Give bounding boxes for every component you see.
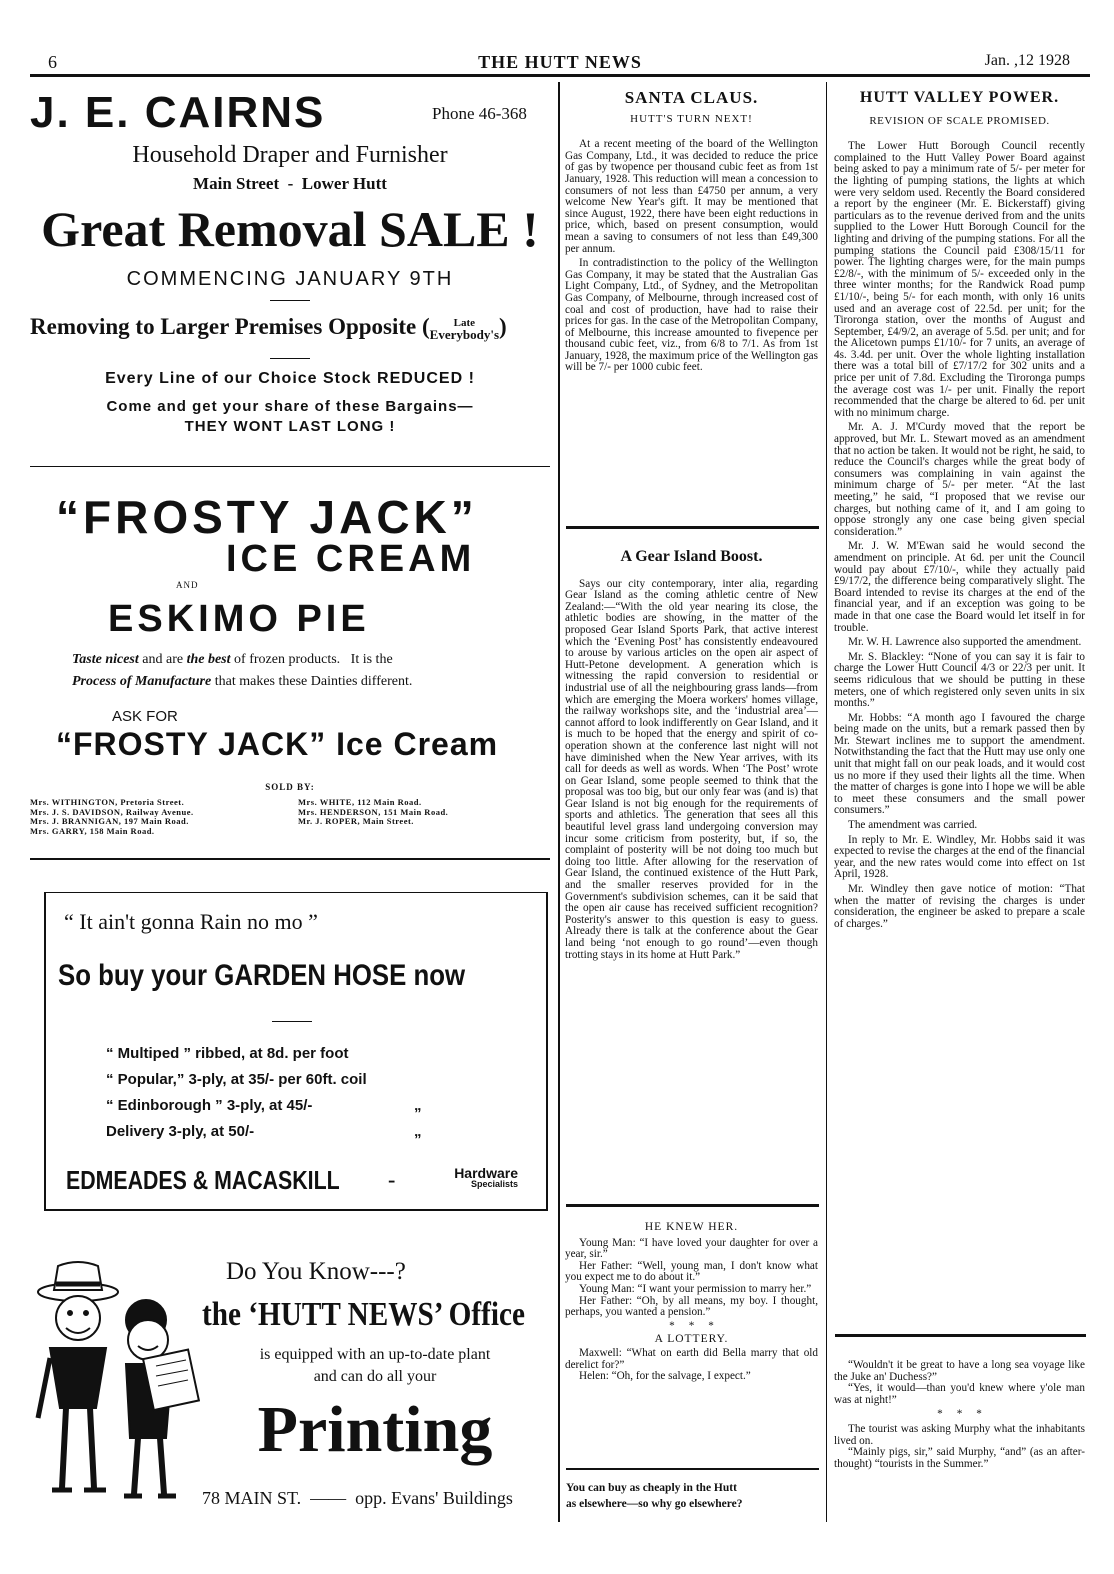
hose-headline: So buy your GARDEN HOSE now xyxy=(58,959,466,992)
article-paragraph: Maxwell: “What on earth did Bella marry that old derelict for?” xyxy=(565,1346,818,1371)
article-title: SANTA CLAUS. xyxy=(624,88,759,107)
page-header xyxy=(30,52,1090,76)
article-paragraph: Helen: “Oh, for the salvage, I expect.” xyxy=(579,1370,751,1383)
hose-item-name: Delivery 3-ply, at 50/- xyxy=(106,1123,255,1140)
cairns-phone: Phone 46-368 xyxy=(432,104,527,123)
late-text: Late xyxy=(453,316,476,329)
article-paragraph: Young Man: “I have loved your daughter for over a year, sir.” xyxy=(565,1236,818,1261)
printing-line-2: and can do all your xyxy=(313,1368,437,1385)
taste-text: and are xyxy=(138,652,187,667)
sale-headline: Great Removal SALE ! xyxy=(41,201,539,257)
the-best: the best xyxy=(186,652,231,667)
divider xyxy=(272,1021,312,1022)
printing-ad xyxy=(30,1240,550,1530)
joke-paragraph: The tourist was asking Murphy what the inhabitants lived on. xyxy=(834,1422,1085,1447)
divider xyxy=(270,300,310,301)
sellers-left xyxy=(30,798,194,836)
specialists-text: Specialists xyxy=(470,1179,518,1189)
seller: Mrs. J. BRANNIGAN, 197 Main Road. xyxy=(30,816,189,826)
article-separator xyxy=(835,1334,1086,1337)
hose-item-list xyxy=(106,1041,526,1145)
frosty-jack-headline: “FROSTY JACK” xyxy=(56,491,478,543)
stars-separator: * * * xyxy=(937,1408,982,1421)
buy-local-notice xyxy=(566,1480,819,1512)
hutt-news-office: the ‘HUTT NEWS’ Office xyxy=(202,1296,525,1333)
seller: Mrs. GARRY, 158 Main Road. xyxy=(30,825,155,836)
issue-date: Jan. ,12 1928 xyxy=(984,52,1070,69)
hose-item xyxy=(106,1067,526,1093)
taste-nicest: Taste nicest xyxy=(72,652,139,667)
article-separator xyxy=(566,1204,819,1207)
article-paragraph: Mr. S. Blackley: “None of you can say it is fair to charge the Lower Hutt Council 4/3 or 22/3 per unit. It seems ridiculous that we should be putting in these meters, one of which registered only seven units in six months.” xyxy=(834,650,1085,710)
article-paragraph: Mr. A. J. M'Curdy moved that the report be approved, but Mr. L. Stewart moved as an amendment that no action be taken. It would not be right, he said, to reduce the Council's charges while the great body of consumers was complaining in vain against the minimum charge of 5/- per meter. “At the last meeting,” he said, “I proposed that we revise our charges, but nothing came of it, and I am going to oppose strongly any one case being given special consideration.” xyxy=(834,421,1085,538)
hardware-text: Hardware xyxy=(454,1165,518,1181)
article-paragraph: Mr. W. H. Lawrence also supported the amendment. xyxy=(848,636,1082,649)
ad-separator xyxy=(30,858,550,860)
seller: Mrs. HENDERSON, 151 Main Road. xyxy=(298,806,449,817)
taste-line-1 xyxy=(72,652,393,668)
santa-claus-article xyxy=(565,88,818,377)
article-separator xyxy=(566,526,819,529)
stars-separator: * * * xyxy=(669,1319,714,1332)
stock-reduced-line: Every Line of our Choice Stock REDUCED ! xyxy=(105,370,475,387)
seller: Mrs. J. S. DAVIDSON, Railway Avenue. xyxy=(30,806,194,817)
sale-commencing: COMMENCING JANUARY 9TH xyxy=(126,268,454,290)
notice-line: as elsewhere—so why go elsewhere? xyxy=(566,1498,743,1510)
article-paragraph: The Lower Hutt Borough Council recently complained to the Hutt Valley Power Board against being asked to pay a minimum rate of 5/- per meter for the lighting of pumping stations, the lights at which were very seldom used. Recently the Board considered a report by the engineer (Mr. E. Bickerstaff) giving particulars as to the revenue derived from and the units supplied to the Lower Hutt Borough Council for the lighting and driving of the pumping stations. For all the pumping stations the Council paid £308/15/11 for power. The lighting charges were, for the main pumps £2/8/-, with the minimum of 5/- exceeded only in the three winter months; for the Randwick Road pump £1/10/-, being 5/- for each month, with only 16 units used and an average cost of 22.5d. per unit; for the Tiroronga station, over the months of August and September, £4/9/2, an average of 5.5d. per unit; and for the Alicetown pumps £1/10/- for 7 units, an average of 4s. 3.4d. per unit. Over the whole lighting installation there was a total bill of £7/17/2 for 302 units and a price per unit of 7.8d. Excluding the Tiroronga pumps the average cost was 1/- per unit. Finally the report recommended that the charge be altered to 6d. per unit with no minimum charge. xyxy=(834,140,1085,419)
process-of-manufacture: Process of Manufacture xyxy=(72,674,212,689)
article-paragraph: Mr. Windley then gave notice of motion: “That when the matter of revising the charges is under consideration, the engineer be asked to prepare a scale of charges.” xyxy=(834,883,1085,930)
joke-paragraph: “Mainly pigs, sir,” said Murphy, “and” (as an after-thought) “tourists in the Summer.” xyxy=(834,1446,1085,1470)
ditto-mark: „ xyxy=(414,1123,422,1140)
article-subtitle: REVISION OF SCALE PROMISED. xyxy=(869,114,1050,127)
article-title: HUTT VALLEY POWER. xyxy=(859,89,1060,106)
ad-separator xyxy=(30,466,550,467)
article-subtitle: HUTT'S TURN NEXT! xyxy=(630,112,753,125)
bargains-line: Come and get your share of these Bargains— xyxy=(106,398,474,415)
article-paragraph: Her Father: “Well, young man, I don't know what you expect me to do about it.” xyxy=(565,1259,818,1284)
firm-name: EDMEADES & MACASKILL xyxy=(66,1165,340,1195)
ice-cream-headline: ICE CREAM xyxy=(226,538,476,580)
man-right xyxy=(124,1300,199,1496)
hose-item xyxy=(106,1119,526,1145)
column-rule-2 xyxy=(826,82,827,1522)
article-title: A LOTTERY. xyxy=(654,1333,729,1346)
article-paragraph: Mr. Hobbs: “A month ago I favoured the charge being made on the units, but a remark passed then by Mr. Stewart inclines me to support the amendment. Notwithstanding the fact that the Hutt may use only one unit that might fall on our peak loads, and it would cost us no more if they used their lights all the time. When the matter of charges is gone into I hope we will be able to meet these consumers and the small power consumers.” xyxy=(834,711,1085,817)
printing-address: 78 MAIN ST. —— opp. Evans' Buildings xyxy=(202,1488,513,1508)
do-you-know: Do You Know---? xyxy=(226,1258,406,1285)
firm-dash: - xyxy=(388,1167,396,1192)
ask-for: ASK FOR xyxy=(112,708,178,725)
cairns-name: J. E. CAIRNS xyxy=(30,88,326,137)
jokes-column xyxy=(834,1360,1085,1470)
article-paragraph: Young Man: “I want your permission to marry her.” xyxy=(579,1282,812,1295)
hose-item xyxy=(106,1093,526,1119)
sold-by: SOLD BY: xyxy=(265,782,315,792)
article-paragraph: Mr. J. W. M'Ewan said he would second the amendment on principle. At 6d. per unit the Council would pay about £7/10/-, while they actually paid £9/17/2, the difference being comparatively slight. The Board intended to revise its charges at the end of the financial year, and if an exception was going to be made in that one case the Board would let itself in for trouble. xyxy=(834,540,1085,634)
article-separator xyxy=(566,1468,819,1470)
hutt-valley-power-article xyxy=(834,89,1085,933)
ditto-mark: „ xyxy=(414,1097,422,1114)
column-rule-1 xyxy=(558,82,560,1522)
page-number: 6 xyxy=(48,52,57,72)
hose-item-name: “ Edinborough ” 3-ply, at 45/- xyxy=(106,1097,313,1114)
hardware-label xyxy=(428,1165,518,1189)
hose-item-name: “ Multiped ” ribbed, at 8d. per foot xyxy=(106,1045,349,1062)
seller: Mrs. WITHINGTON, Pretoria Street. xyxy=(30,797,185,807)
joke-paragraph: “Yes, it would—than you'd knew where y'ole man was at night!” xyxy=(834,1382,1085,1406)
cartoon-men-illustration xyxy=(30,1258,200,1508)
taste-text: that makes these Dainties different. xyxy=(211,674,413,689)
and-text: AND xyxy=(176,580,199,590)
newspaper-title: THE HUTT NEWS xyxy=(478,52,642,72)
removing-close: ) xyxy=(499,314,507,339)
article-paragraph: Her Father: “Oh, by all means, my boy. I thought, perhaps, you wanted a pension.” xyxy=(565,1294,818,1319)
removing-text: Removing to Larger Premises Opposite ( xyxy=(30,314,430,339)
frosty-jack-ice-cream: “FROSTY JACK” Ice Cream xyxy=(56,726,499,762)
rain-quote: “ It ain't gonna Rain no mo ” xyxy=(64,909,318,934)
article-paragraph: At a recent meeting of the board of the Wellington Gas Company, Ltd., it was decided to reduce the price of gas by twopence per thousand cubic feet as from 1st January, 1928. This reduction will mean a concession to consumers of not less than £4750 per annum, a very welcome New Year's gift. It may be mentioned that since August, 1922, there have been eight reductions in price, which, based on present consumption, would mean a saving to consumers of not less than £49,300 per annum. xyxy=(565,138,818,255)
printing-line-1: is equipped with an up-to-date plant xyxy=(259,1346,491,1363)
taste-line-2 xyxy=(72,674,412,690)
header-rule xyxy=(30,74,1090,77)
article-paragraph: In reply to Mr. E. Windley, Mr. Hobbs said it was expected to revise the charges at the end of the financial year, and the new rates would come into effect on 1st April, 1928. xyxy=(834,833,1085,881)
cairns-ad xyxy=(30,82,550,462)
printing-headline: Printing xyxy=(257,1393,493,1466)
cairns-business: Household Draper and Furnisher xyxy=(132,142,448,168)
removing-line xyxy=(30,314,550,340)
cairns-address: Main Street - Lower Hutt xyxy=(193,174,387,193)
eskimo-pie-headline: ESKIMO PIE xyxy=(108,598,370,640)
frosty-jack-ad xyxy=(30,470,550,860)
article-title: A Gear Island Boost. xyxy=(620,548,763,565)
taste-text: of frozen products. It is the xyxy=(230,652,393,667)
article-paragraph: Says our city contemporary, inter alia, regarding Gear Island as the coming athletic centre of New Zealand:—“With the old year nearing its close, the athletic bodies are showing, in the matter of the proposed Gear Island Sports Park, that active interest which the ‘Evening Post’ has consistently endeavoured to arouse by various articles on the open air aspect of Hutt-Petone development. A generation which is witnessing the rapid conversion to residential or industrial use of all the neighbouring grass lands—from which are emerging the Moera workers' homes village, the railway workshops site, and the ‘industrial area’—cannot afford to look indifferently on Gear Island, and it is much to be hoped that the energy and spirit of co-operation shown at the conference last night will not have diminished when the New Year arrives, with its call for deeds as well as words. When ‘The Post’ wrote on Gear Island, some people seemed to think that the proposal was too big, but our only fear was (and is) that Gear Island is not big enough for the requirements of sports and athletics. The generation that sees all this beautiful level grass land undergoing conversion may incur some criticism from posterity, but, if so, the complaint of posterity will be not doing too much but doing too little. After allowing for the reservation of Gear Island, the continued existence of the Hutt Park, and the smaller reserves provided for in the Government's subdivision schemes, can it be said that the open air cause has received sufficient recognition? Posterity's answer to this question is easy to guess. Already there is talk at the conference about the Gear land being ‘not enough to go round’—even though trotting stays in its home at Hutt Park.” xyxy=(565,577,818,961)
gear-island-article xyxy=(565,548,818,964)
article-title: HE KNEW HER. xyxy=(644,1221,739,1233)
hose-item xyxy=(106,1041,526,1067)
everybodys-text: Everybody's xyxy=(429,326,500,342)
article-paragraph: In contradistinction to the policy of the Wellington Gas Company, it may be stated that the Australian Gas Light Company, Ltd., of Sydney, and the Metropolitan Gas Company, of Melbourne, through increased cost of coal and cost of production, have had to raise their prices for gas. In the case of the Metropolitan Company, of Melbourne, this increase amounted to fivepence per thousand cubic feet, viz., from 6/8 to 7/1. As from 1st January, 1928, the maximum price of the Wellington gas will be 7/- per 1000 cubic feet. xyxy=(565,257,818,374)
sellers-right xyxy=(298,798,448,827)
seller: Mrs. WHITE, 112 Main Road. xyxy=(298,797,422,807)
joke-paragraph: “Wouldn't it be great to have a long sea voyage like the Juke an' Duchess?” xyxy=(834,1359,1085,1383)
article-paragraph: The amendment was carried. xyxy=(848,819,978,832)
seller: Mr. J. ROPER, Main Street. xyxy=(298,816,414,826)
divider xyxy=(270,358,310,359)
he-knew-her-article xyxy=(565,1222,818,1383)
man-left xyxy=(38,1262,118,1490)
notice-line: You can buy as cheaply in the Hutt xyxy=(566,1482,737,1494)
last-long-line: THEY WONT LAST LONG ! xyxy=(184,418,396,435)
garden-hose-ad xyxy=(44,892,548,1211)
hose-item-name: “ Popular,” 3-ply, at 35/- per 60ft. coil xyxy=(106,1071,367,1088)
